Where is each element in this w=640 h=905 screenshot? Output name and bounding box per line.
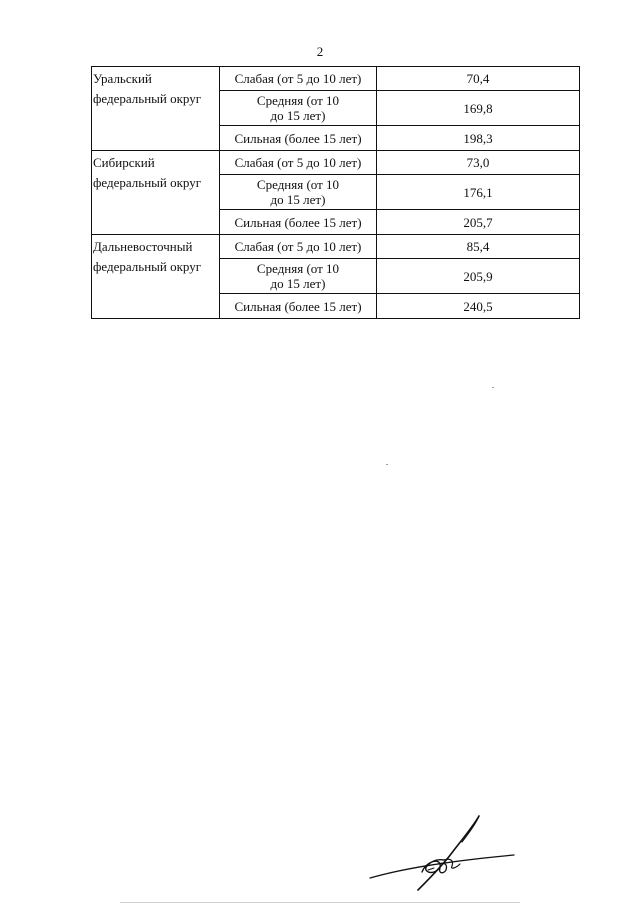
scan-edge-line bbox=[120, 902, 520, 903]
table-row bbox=[92, 67, 580, 91]
grade-label: до 15 лет) bbox=[270, 108, 326, 123]
grade-cell bbox=[220, 210, 377, 235]
region-name-line: Дальневосточный bbox=[93, 239, 193, 254]
grade-label: Средняя (от 10 bbox=[256, 261, 340, 276]
grade-label: Слабая (от 5 до 10 лет) bbox=[234, 239, 362, 254]
grade-cell bbox=[220, 151, 377, 175]
grade-cell bbox=[220, 294, 377, 319]
value-cell: 240,5 bbox=[377, 294, 580, 319]
value-cell: 85,4 bbox=[377, 235, 580, 259]
grade-label: до 15 лет) bbox=[270, 192, 326, 207]
region-cell bbox=[92, 151, 220, 235]
signature bbox=[368, 812, 518, 894]
grade-label: Средняя (от 10 bbox=[256, 93, 340, 108]
grade-label: Слабая (от 5 до 10 лет) bbox=[234, 155, 362, 170]
region-name-line: Сибирский bbox=[93, 155, 155, 170]
value-cell: 198,3 bbox=[377, 126, 580, 151]
grade-cell bbox=[220, 126, 377, 151]
page-number: 2 bbox=[316, 44, 324, 59]
value-cell: 73,0 bbox=[377, 151, 580, 175]
region-name-line: федеральный округ bbox=[93, 175, 202, 190]
grade-label: Сильная (более 15 лет) bbox=[234, 214, 362, 230]
region-name-line: федеральный округ bbox=[93, 259, 202, 274]
value-cell: 205,7 bbox=[377, 210, 580, 235]
region-name-line: федеральный округ bbox=[93, 91, 202, 106]
grade-label: до 15 лет) bbox=[270, 276, 326, 291]
value-cell: 70,4 bbox=[377, 67, 580, 91]
grade-cell bbox=[220, 235, 377, 259]
table-row bbox=[92, 151, 580, 175]
region-cell bbox=[92, 235, 220, 319]
table-row bbox=[92, 235, 580, 259]
grade-cell bbox=[220, 175, 377, 210]
grade-cell bbox=[220, 259, 377, 294]
grade-cell bbox=[220, 91, 377, 126]
grade-label: Сильная (более 15 лет) bbox=[234, 298, 362, 314]
value-cell: 205,9 bbox=[377, 259, 580, 294]
grade-label: Сильная (более 15 лет) bbox=[234, 130, 362, 146]
value-cell: 176,1 bbox=[377, 175, 580, 210]
grade-label: Слабая (от 5 до 10 лет) bbox=[234, 71, 362, 86]
scan-speck bbox=[492, 387, 494, 388]
data-table bbox=[91, 66, 580, 319]
scan-speck bbox=[386, 464, 388, 465]
grade-cell bbox=[220, 67, 377, 91]
grade-label: Средняя (от 10 bbox=[256, 177, 340, 192]
region-name-line: Уральский bbox=[93, 71, 152, 86]
value-cell: 169,8 bbox=[377, 91, 580, 126]
region-cell bbox=[92, 67, 220, 151]
